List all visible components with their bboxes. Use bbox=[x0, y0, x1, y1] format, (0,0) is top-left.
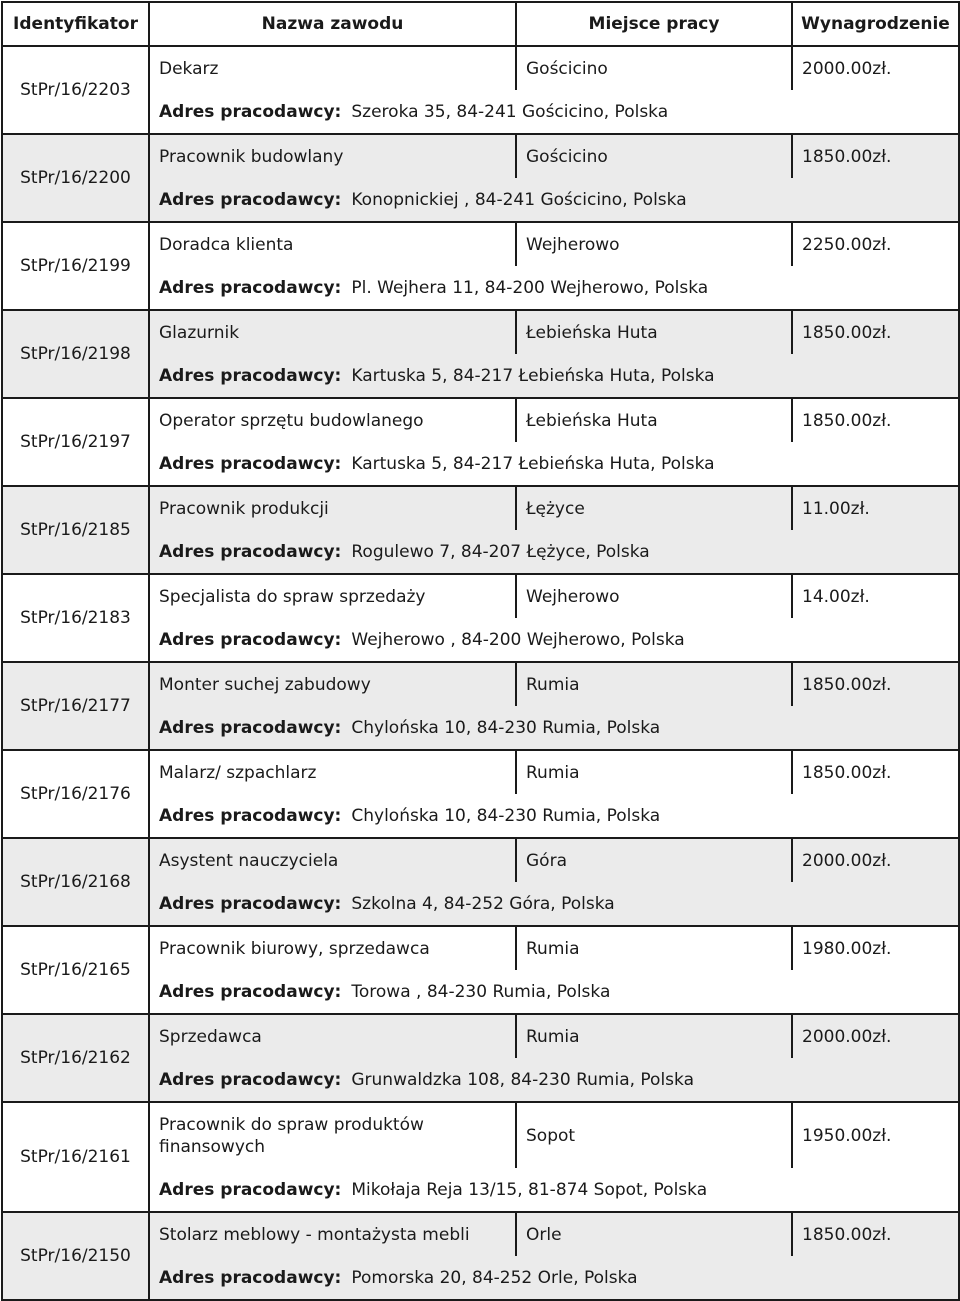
job-offers-table bbox=[1, 1, 960, 1301]
cell-details bbox=[149, 398, 959, 486]
job-name: Doradca klienta bbox=[159, 234, 294, 255]
cell-details bbox=[149, 1102, 959, 1212]
employer-address: Chylońska 10, 84-230 Rumia, Polska bbox=[351, 717, 661, 738]
cell-details bbox=[149, 134, 959, 222]
address-label: Adres pracodawcy: bbox=[159, 1179, 342, 1200]
table-row bbox=[2, 574, 959, 662]
address-label: Adres pracodawcy: bbox=[159, 893, 342, 914]
job-salary: 1980.00zł. bbox=[802, 938, 892, 959]
employer-address: Konopnickiej , 84-241 Gościcino, Polska bbox=[351, 189, 687, 210]
cell-identifier: StPr/16/2183 bbox=[2, 574, 149, 662]
cell-details bbox=[149, 1014, 959, 1102]
job-place: Gościcino bbox=[515, 135, 793, 178]
table-row bbox=[2, 398, 959, 486]
job-name: Sprzedawca bbox=[159, 1026, 262, 1047]
employer-address: Mikołaja Reja 13/15, 81-874 Sopot, Polska bbox=[351, 1179, 708, 1200]
cell-identifier: StPr/16/2168 bbox=[2, 838, 149, 926]
address-label: Adres pracodawcy: bbox=[159, 277, 342, 298]
job-salary: 1850.00zł. bbox=[802, 146, 892, 167]
job-name: Malarz/ szpachlarz bbox=[159, 762, 317, 783]
job-salary: 2000.00zł. bbox=[802, 850, 892, 871]
address-label: Adres pracodawcy: bbox=[159, 805, 342, 826]
cell-identifier: StPr/16/2200 bbox=[2, 134, 149, 222]
table-row bbox=[2, 486, 959, 574]
job-salary: 2000.00zł. bbox=[802, 58, 892, 79]
job-place: Rumia bbox=[515, 1015, 793, 1058]
table-body bbox=[2, 46, 959, 1300]
table-row bbox=[2, 46, 959, 134]
job-place: Gościcino bbox=[515, 47, 793, 90]
job-name: Glazurnik bbox=[159, 322, 240, 343]
job-place: Łebieńska Huta bbox=[515, 399, 793, 442]
table-row bbox=[2, 310, 959, 398]
cell-details bbox=[149, 1212, 959, 1300]
address-label: Adres pracodawcy: bbox=[159, 101, 342, 122]
job-name: Dekarz bbox=[159, 58, 219, 79]
address-label: Adres pracodawcy: bbox=[159, 1267, 342, 1288]
job-name: Asystent nauczyciela bbox=[159, 850, 339, 871]
employer-address: Kartuska 5, 84-217 Łebieńska Huta, Polska bbox=[351, 453, 715, 474]
header-place: Miejsce pracy bbox=[515, 3, 793, 45]
address-label: Adres pracodawcy: bbox=[159, 541, 342, 562]
job-place: Wejherowo bbox=[515, 575, 793, 618]
address-label: Adres pracodawcy: bbox=[159, 981, 342, 1002]
job-salary: 1950.00zł. bbox=[802, 1125, 892, 1146]
job-name: Pracownik budowlany bbox=[159, 146, 344, 167]
cell-identifier: StPr/16/2162 bbox=[2, 1014, 149, 1102]
cell-identifier: StPr/16/2150 bbox=[2, 1212, 149, 1300]
table-row bbox=[2, 1212, 959, 1300]
cell-identifier: StPr/16/2176 bbox=[2, 750, 149, 838]
employer-address: Grunwaldzka 108, 84-230 Rumia, Polska bbox=[351, 1069, 695, 1090]
job-salary: 1850.00zł. bbox=[802, 410, 892, 431]
cell-identifier: StPr/16/2198 bbox=[2, 310, 149, 398]
job-place: Orle bbox=[515, 1213, 793, 1256]
table-header bbox=[2, 2, 959, 46]
employer-address: Kartuska 5, 84-217 Łebieńska Huta, Polska bbox=[351, 365, 715, 386]
job-place: Rumia bbox=[515, 927, 793, 970]
cell-details bbox=[149, 662, 959, 750]
job-salary: 1850.00zł. bbox=[802, 762, 892, 783]
table-row bbox=[2, 1102, 959, 1212]
employer-address: Torowa , 84-230 Rumia, Polska bbox=[351, 981, 611, 1002]
cell-identifier: StPr/16/2197 bbox=[2, 398, 149, 486]
job-place: Łebieńska Huta bbox=[515, 311, 793, 354]
header-group bbox=[149, 2, 959, 46]
address-label: Adres pracodawcy: bbox=[159, 189, 342, 210]
job-place: Wejherowo bbox=[515, 223, 793, 266]
table-row bbox=[2, 222, 959, 310]
job-salary: 2250.00zł. bbox=[802, 234, 892, 255]
cell-identifier: StPr/16/2185 bbox=[2, 486, 149, 574]
cell-identifier: StPr/16/2177 bbox=[2, 662, 149, 750]
employer-address: Pl. Wejhera 11, 84-200 Wejherowo, Polska bbox=[351, 277, 709, 298]
header-id: Identyfikator bbox=[2, 2, 149, 46]
employer-address: Pomorska 20, 84-252 Orle, Polska bbox=[351, 1267, 638, 1288]
job-salary: 1850.00zł. bbox=[802, 322, 892, 343]
table-row bbox=[2, 134, 959, 222]
address-label: Adres pracodawcy: bbox=[159, 717, 342, 738]
cell-identifier: StPr/16/2199 bbox=[2, 222, 149, 310]
employer-address: Szkolna 4, 84-252 Góra, Polska bbox=[351, 893, 615, 914]
cell-identifier: StPr/16/2161 bbox=[2, 1102, 149, 1212]
table-row bbox=[2, 1014, 959, 1102]
address-label: Adres pracodawcy: bbox=[159, 453, 342, 474]
cell-details bbox=[149, 46, 959, 134]
cell-details bbox=[149, 574, 959, 662]
job-name: Specjalista do spraw sprzedaży bbox=[159, 586, 426, 607]
header-salary: Wynagrodzenie bbox=[801, 14, 950, 34]
cell-details bbox=[149, 838, 959, 926]
cell-identifier: StPr/16/2203 bbox=[2, 46, 149, 134]
employer-address: Rogulewo 7, 84-207 Łężyce, Polska bbox=[351, 541, 650, 562]
job-salary: 1850.00zł. bbox=[802, 674, 892, 695]
job-name: Stolarz meblowy - montażysta mebli bbox=[159, 1224, 470, 1245]
cell-details bbox=[149, 486, 959, 574]
job-name: Monter suchej zabudowy bbox=[159, 674, 371, 695]
employer-address: Szeroka 35, 84-241 Gościcino, Polska bbox=[351, 101, 669, 122]
cell-identifier: StPr/16/2165 bbox=[2, 926, 149, 1014]
job-place: Sopot bbox=[515, 1103, 793, 1168]
cell-details bbox=[149, 750, 959, 838]
job-salary: 14.00zł. bbox=[802, 586, 870, 607]
cell-details bbox=[149, 310, 959, 398]
employer-address: Wejherowo , 84-200 Wejherowo, Polska bbox=[351, 629, 685, 650]
cell-details bbox=[149, 222, 959, 310]
employer-address: Chylońska 10, 84-230 Rumia, Polska bbox=[351, 805, 661, 826]
job-salary: 11.00zł. bbox=[802, 498, 870, 519]
header-name: Nazwa zawodu bbox=[261, 14, 404, 34]
job-place: Łężyce bbox=[515, 487, 793, 530]
table-row bbox=[2, 750, 959, 838]
job-name: Pracownik biurowy, sprzedawca bbox=[159, 938, 430, 959]
table-row bbox=[2, 838, 959, 926]
cell-details bbox=[149, 926, 959, 1014]
address-label: Adres pracodawcy: bbox=[159, 629, 342, 650]
table-row bbox=[2, 662, 959, 750]
address-label: Adres pracodawcy: bbox=[159, 365, 342, 386]
job-place: Rumia bbox=[515, 663, 793, 706]
job-name: Operator sprzętu budowlanego bbox=[159, 410, 424, 431]
job-salary: 2000.00zł. bbox=[802, 1026, 892, 1047]
job-name: Pracownik produkcji bbox=[159, 498, 329, 519]
table-row bbox=[2, 926, 959, 1014]
job-name: Pracownik do spraw produktów finansowych bbox=[159, 1114, 424, 1157]
address-label: Adres pracodawcy: bbox=[159, 1069, 342, 1090]
job-place: Rumia bbox=[515, 751, 793, 794]
job-place: Góra bbox=[515, 839, 793, 882]
job-salary: 1850.00zł. bbox=[802, 1224, 892, 1245]
